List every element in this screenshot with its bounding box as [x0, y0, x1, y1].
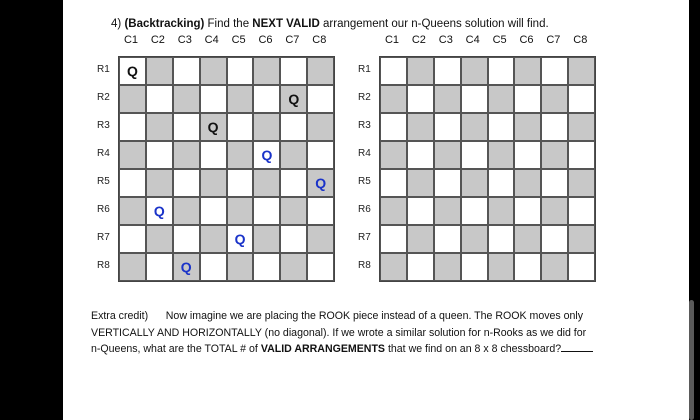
- row-label-r7: R7: [97, 232, 110, 243]
- left-square-r4c7[interactable]: [280, 141, 307, 169]
- left-square-r3c6[interactable]: [253, 113, 280, 141]
- column-label-c7: C7: [285, 34, 300, 46]
- left-square-r5c8[interactable]: [307, 169, 334, 197]
- column-label-c5: C5: [231, 34, 246, 46]
- left-square-r5c6[interactable]: [253, 169, 280, 197]
- left-square-r4c2[interactable]: [146, 141, 173, 169]
- right-square-r8c4[interactable]: [461, 253, 488, 281]
- right-square-r5c1[interactable]: [380, 169, 407, 197]
- extra-credit-lead: Extra credit): [91, 310, 149, 322]
- column-label-c1: C1: [384, 34, 400, 46]
- right-square-r6c3[interactable]: [434, 197, 461, 225]
- right-square-r1c4[interactable]: [461, 57, 488, 85]
- left-square-r8c5[interactable]: [227, 253, 254, 281]
- row-label-r8: R8: [97, 260, 110, 271]
- right-square-r6c6[interactable]: [514, 197, 541, 225]
- right-square-r4c1[interactable]: [380, 141, 407, 169]
- left-square-r4c1[interactable]: [119, 141, 146, 169]
- left-square-r3c5[interactable]: [227, 113, 254, 141]
- right-square-r2c7[interactable]: [541, 85, 568, 113]
- left-square-r6c2[interactable]: [146, 197, 173, 225]
- left-square-r7c8[interactable]: [307, 225, 334, 253]
- left-square-r8c2[interactable]: [146, 253, 173, 281]
- right-square-r3c8[interactable]: [568, 113, 595, 141]
- row-label-r3: R3: [358, 120, 371, 131]
- right-square-r5c4[interactable]: [461, 169, 488, 197]
- queen-icon: Q: [207, 119, 219, 135]
- left-square-r7c6[interactable]: [253, 225, 280, 253]
- right-square-r6c5[interactable]: [488, 197, 515, 225]
- left-square-r8c3[interactable]: [173, 253, 200, 281]
- left-square-r6c5[interactable]: [227, 197, 254, 225]
- extra-credit-text: [91, 308, 621, 358]
- right-square-r8c1[interactable]: [380, 253, 407, 281]
- right-square-r1c8[interactable]: [568, 57, 595, 85]
- queen-icon: Q: [153, 203, 165, 219]
- right-square-r3c1[interactable]: [380, 113, 407, 141]
- right-square-r3c6[interactable]: [514, 113, 541, 141]
- question-text-before: Find the: [207, 18, 250, 30]
- left-square-r7c7[interactable]: [280, 225, 307, 253]
- right-square-r4c5[interactable]: [488, 141, 515, 169]
- left-square-r3c2[interactable]: [146, 113, 173, 141]
- left-square-r2c1[interactable]: [119, 85, 146, 113]
- left-square-r2c7[interactable]: [280, 85, 307, 113]
- right-chessboard: [379, 56, 596, 282]
- row-label-r6: R6: [358, 204, 371, 215]
- question-emphasis: NEXT VALID: [252, 18, 320, 30]
- left-square-r2c5[interactable]: [227, 85, 254, 113]
- right-square-r8c2[interactable]: [407, 253, 434, 281]
- row-label-r7: R7: [358, 232, 371, 243]
- right-square-r3c4[interactable]: [461, 113, 488, 141]
- right-square-r8c8[interactable]: [568, 253, 595, 281]
- left-square-r2c6[interactable]: [253, 85, 280, 113]
- right-square-r5c6[interactable]: [514, 169, 541, 197]
- right-square-r2c4[interactable]: [461, 85, 488, 113]
- column-label-c7: C7: [546, 34, 561, 46]
- left-square-r5c7[interactable]: [280, 169, 307, 197]
- right-square-r6c2[interactable]: [407, 197, 434, 225]
- left-square-r2c4[interactable]: [200, 85, 227, 113]
- left-square-r2c3[interactable]: [173, 85, 200, 113]
- right-square-r6c4[interactable]: [461, 197, 488, 225]
- left-square-r4c5[interactable]: [227, 141, 254, 169]
- scrollbar[interactable]: [689, 300, 694, 420]
- column-label-c8: C8: [312, 34, 327, 46]
- right-square-r7c3[interactable]: [434, 225, 461, 253]
- left-square-r3c8[interactable]: [307, 113, 334, 141]
- extra-credit-line-3: n-Queens, what are the TOTAL # of VALID ARRANGEMENTS that we find on an 8 x 8 chessboard?: [91, 341, 621, 358]
- left-square-r6c4[interactable]: [200, 197, 227, 225]
- left-square-r1c7[interactable]: [280, 57, 307, 85]
- right-square-r7c6[interactable]: [514, 225, 541, 253]
- left-square-r5c5[interactable]: [227, 169, 254, 197]
- right-square-r5c7[interactable]: [541, 169, 568, 197]
- left-square-r4c8[interactable]: [307, 141, 334, 169]
- row-label-r6: R6: [97, 204, 110, 215]
- left-square-r7c2[interactable]: [146, 225, 173, 253]
- right-square-r7c8[interactable]: [568, 225, 595, 253]
- question-text-after: arrangement our n-Queens solution will find.: [323, 18, 549, 30]
- left-square-r5c3[interactable]: [173, 169, 200, 197]
- queen-icon: Q: [234, 231, 246, 247]
- right-square-r1c6[interactable]: [514, 57, 541, 85]
- question-4: [111, 18, 549, 30]
- row-label-r2: R2: [97, 92, 110, 103]
- left-square-r6c6[interactable]: [253, 197, 280, 225]
- right-square-r1c1[interactable]: [380, 57, 407, 85]
- right-square-r8c7[interactable]: [541, 253, 568, 281]
- right-square-r4c7[interactable]: [541, 141, 568, 169]
- column-label-c3: C3: [438, 34, 453, 46]
- row-label-r8: R8: [358, 260, 371, 271]
- left-square-r7c1[interactable]: [119, 225, 146, 253]
- right-square-r3c5[interactable]: [488, 113, 515, 141]
- right-square-r8c5[interactable]: [488, 253, 515, 281]
- column-label-c8: C8: [573, 34, 588, 46]
- right-square-r4c6[interactable]: [514, 141, 541, 169]
- left-square-r5c1[interactable]: [119, 169, 146, 197]
- column-label-c2: C2: [150, 34, 165, 46]
- right-square-r3c3[interactable]: [434, 113, 461, 141]
- left-square-r8c1[interactable]: [119, 253, 146, 281]
- left-square-r8c4[interactable]: [200, 253, 227, 281]
- answer-blank[interactable]: [561, 351, 593, 352]
- left-square-r1c3[interactable]: [173, 57, 200, 85]
- left-square-r1c4[interactable]: [200, 57, 227, 85]
- row-label-r4: R4: [358, 148, 371, 159]
- row-label-r3: R3: [97, 120, 110, 131]
- column-label-c3: C3: [177, 34, 192, 46]
- right-square-r4c8[interactable]: [568, 141, 595, 169]
- left-square-r1c2[interactable]: [146, 57, 173, 85]
- extra-credit-line-1: Extra credit) Now imagine we are placing the ROOK piece instead of a queen. The ROOK moves only: [91, 310, 584, 322]
- question-number: 4): [111, 18, 122, 30]
- row-label-r5: R5: [97, 176, 110, 187]
- right-square-r2c1[interactable]: [380, 85, 407, 113]
- right-square-r8c3[interactable]: [434, 253, 461, 281]
- column-label-c1: C1: [123, 34, 139, 46]
- left-square-r8c7[interactable]: [280, 253, 307, 281]
- left-square-r8c8[interactable]: [307, 253, 334, 281]
- left-square-r7c3[interactable]: [173, 225, 200, 253]
- column-label-c2: C2: [411, 34, 426, 46]
- left-square-r6c7[interactable]: [280, 197, 307, 225]
- queen-icon: Q: [127, 63, 138, 79]
- queen-icon: Q: [261, 147, 273, 163]
- right-square-r7c4[interactable]: [461, 225, 488, 253]
- row-label-r1: R1: [97, 64, 110, 75]
- left-square-r5c2[interactable]: [146, 169, 173, 197]
- column-label-c6: C6: [258, 34, 273, 46]
- right-square-r7c2[interactable]: [407, 225, 434, 253]
- left-square-r1c6[interactable]: [253, 57, 280, 85]
- left-square-r3c1[interactable]: [119, 113, 146, 141]
- left-square-r2c8[interactable]: [307, 85, 334, 113]
- right-square-r2c2[interactable]: [407, 85, 434, 113]
- right-square-r1c3[interactable]: [434, 57, 461, 85]
- right-square-r4c2[interactable]: [407, 141, 434, 169]
- right-square-r5c3[interactable]: [434, 169, 461, 197]
- row-label-r4: R4: [97, 148, 110, 159]
- right-square-r6c7[interactable]: [541, 197, 568, 225]
- left-square-r6c3[interactable]: [173, 197, 200, 225]
- right-square-r7c7[interactable]: [541, 225, 568, 253]
- left-chessboard: [118, 56, 335, 282]
- right-square-r5c8[interactable]: [568, 169, 595, 197]
- right-square-r1c2[interactable]: [407, 57, 434, 85]
- left-square-r6c8[interactable]: [307, 197, 334, 225]
- left-square-r1c8[interactable]: [307, 57, 334, 85]
- column-label-c5: C5: [492, 34, 507, 46]
- column-label-c4: C4: [465, 34, 480, 46]
- extra-credit-line-2: VERTICALLY AND HORIZONTALLY (no diagonal). If we wrote a similar solution for n-Rooks as we did for: [91, 326, 587, 339]
- left-square-r7c4[interactable]: [200, 225, 227, 253]
- right-square-r2c3[interactable]: [434, 85, 461, 113]
- queen-icon: Q: [180, 259, 192, 275]
- right-square-r2c5[interactable]: [488, 85, 515, 113]
- column-label-c6: C6: [519, 34, 534, 46]
- left-square-r4c3[interactable]: [173, 141, 200, 169]
- left-square-r1c5[interactable]: [227, 57, 254, 85]
- left-square-r6c1[interactable]: [119, 197, 146, 225]
- left-square-r5c4[interactable]: [200, 169, 227, 197]
- right-square-r5c2[interactable]: [407, 169, 434, 197]
- row-label-r1: R1: [358, 64, 371, 75]
- right-square-r2c8[interactable]: [568, 85, 595, 113]
- right-square-r4c4[interactable]: [461, 141, 488, 169]
- right-square-r8c6[interactable]: [514, 253, 541, 281]
- row-label-r2: R2: [358, 92, 371, 103]
- queen-icon: Q: [315, 175, 327, 191]
- right-square-r7c1[interactable]: [380, 225, 407, 253]
- right-square-r6c8[interactable]: [568, 197, 595, 225]
- left-square-r3c7[interactable]: [280, 113, 307, 141]
- right-square-r1c7[interactable]: [541, 57, 568, 85]
- left-square-r4c4[interactable]: [200, 141, 227, 169]
- left-square-r4c6[interactable]: [253, 141, 280, 169]
- question-tag: (Backtracking): [124, 18, 205, 30]
- left-square-r3c3[interactable]: [173, 113, 200, 141]
- row-label-r5: R5: [358, 176, 371, 187]
- left-square-r1c1[interactable]: [119, 57, 146, 85]
- right-square-r4c3[interactable]: [434, 141, 461, 169]
- queen-icon: Q: [288, 91, 300, 107]
- right-square-r3c7[interactable]: [541, 113, 568, 141]
- left-square-r8c6[interactable]: [253, 253, 280, 281]
- left-square-r3c4[interactable]: [200, 113, 227, 141]
- right-square-r6c1[interactable]: [380, 197, 407, 225]
- column-label-c4: C4: [204, 34, 219, 46]
- left-square-r7c5[interactable]: [227, 225, 254, 253]
- right-square-r2c6[interactable]: [514, 85, 541, 113]
- left-square-r2c2[interactable]: [146, 85, 173, 113]
- right-square-r7c5[interactable]: [488, 225, 515, 253]
- right-square-r5c5[interactable]: [488, 169, 515, 197]
- right-square-r3c2[interactable]: [407, 113, 434, 141]
- right-square-r1c5[interactable]: [488, 57, 515, 85]
